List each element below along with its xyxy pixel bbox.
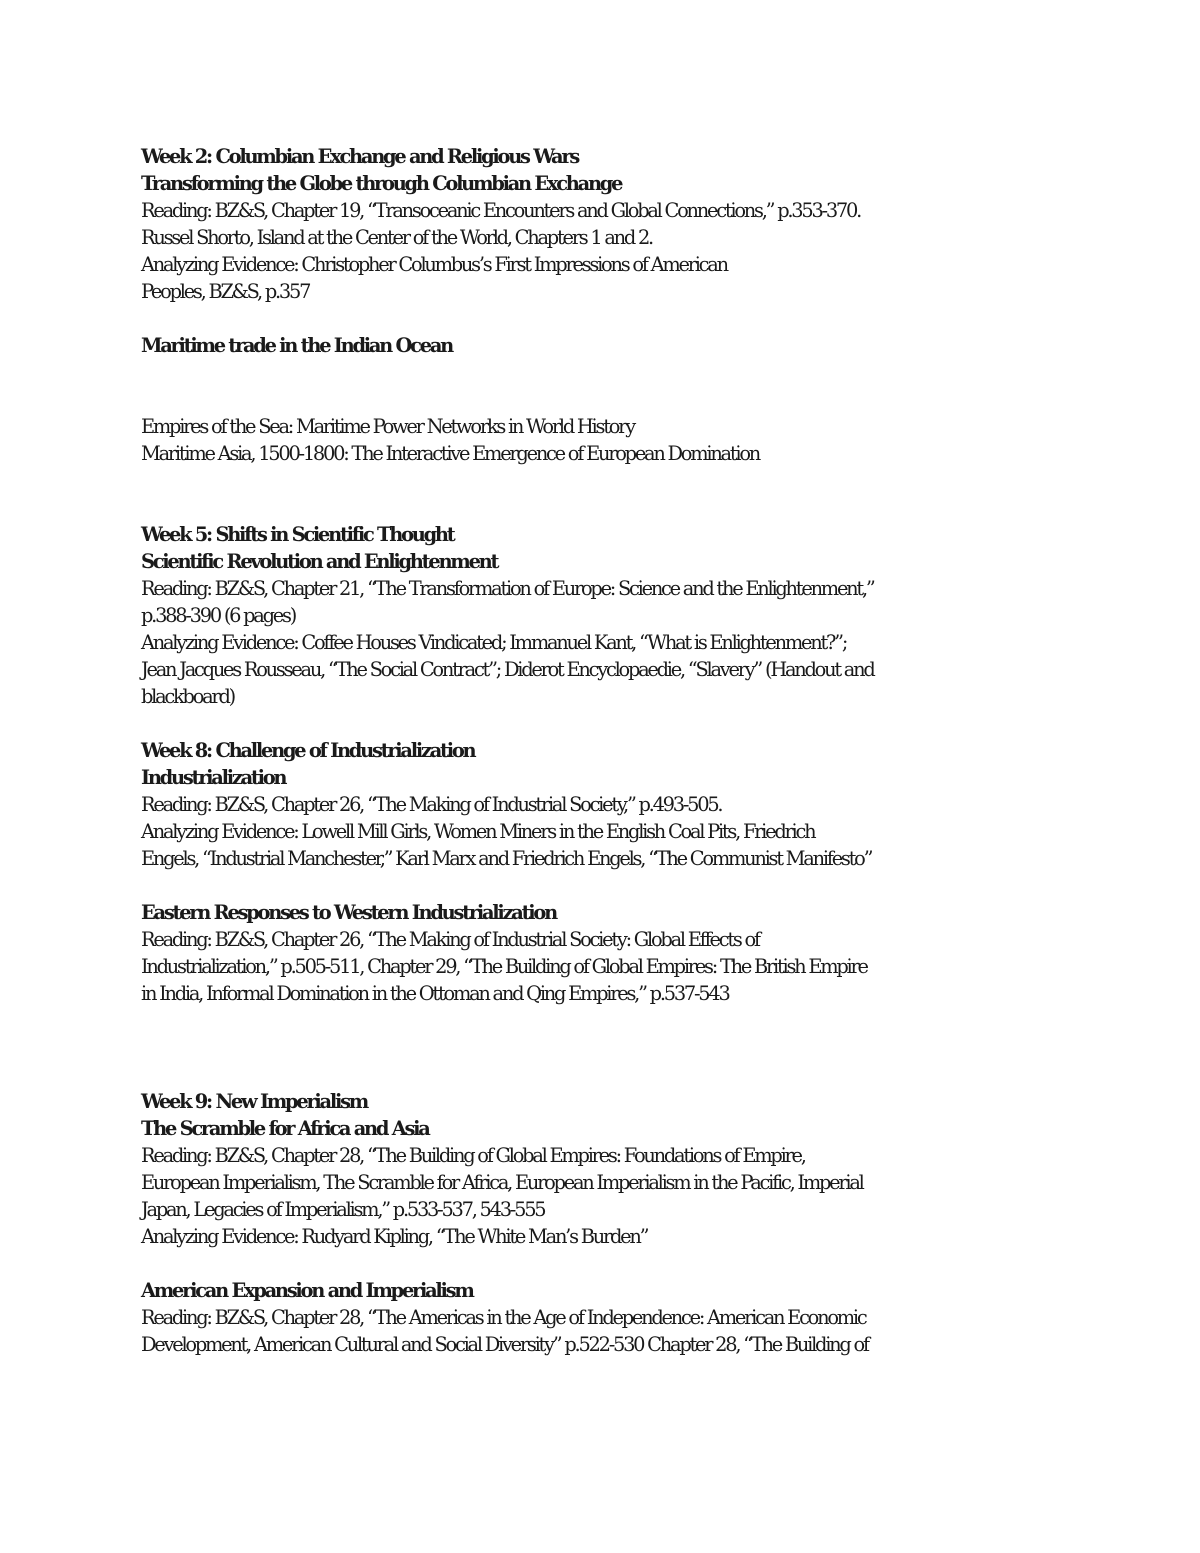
maritime-reading-line: Maritime Asia, 1500-1800: The Interactive Emergence of European Domination <box>141 442 760 465</box>
week-5-section <box>141 521 1061 710</box>
week-5-line: Reading: BZ&S, Chapter 21, “The Transformation of Europe: Science and the Enlightenment,” <box>141 577 874 600</box>
week-8-section <box>141 737 1061 1007</box>
week-2-section <box>141 143 1061 467</box>
american-expansion-heading: American Expansion and Imperialism <box>141 1279 473 1302</box>
week-8-line: Reading: BZ&S, Chapter 26, “The Making of Industrial Society,” p.493-505. <box>141 793 722 816</box>
week-2-line: Peoples, BZ&S, p.357 <box>141 280 310 303</box>
week-2-line: Reading: BZ&S, Chapter 19, “Transoceanic Encounters and Global Connections,” p.353-370. <box>141 199 861 222</box>
maritime-trade-heading: Maritime trade in the Indian Ocean <box>141 334 452 357</box>
eastern-responses-heading: Eastern Responses to Western Industrialization <box>141 901 556 924</box>
week-9-line: Analyzing Evidence: Rudyard Kipling, “The White Man’s Burden” <box>141 1225 648 1248</box>
eastern-responses-line: in India, Informal Domination in the Ottoman and Qing Empires,” p.537-543 <box>141 982 729 1005</box>
eastern-responses-line: Reading: BZ&S, Chapter 26, “The Making of Industrial Society: Global Effects of <box>141 928 759 951</box>
american-expansion-line: Development, American Cultural and Social Diversity” p.522-530 Chapter 28, “The Building of <box>141 1333 868 1356</box>
week-8-subheading: Industrialization <box>141 766 286 789</box>
week-9-subheading: The Scramble for Africa and Asia <box>141 1117 429 1140</box>
week-5-line: Analyzing Evidence: Coffee Houses Vindicated; Immanuel Kant, “What is Enlightenment?”; <box>141 631 847 654</box>
week-2-heading: Week 2: Columbian Exchange and Religious Wars <box>141 145 579 168</box>
week-9-line: European Imperialism, The Scramble for Africa, European Imperialism in the Pacific, Imperial <box>141 1171 863 1194</box>
week-8-line: Analyzing Evidence: Lowell Mill Girls, Women Miners in the English Coal Pits, Friedrich <box>141 820 815 843</box>
week-8-line: Engels, “Industrial Manchester,” Karl Marx and Friedrich Engels, “The Communist Manifesto” <box>141 847 872 870</box>
week-9-heading: Week 9: New Imperialism <box>141 1090 368 1113</box>
week-5-heading: Week 5: Shifts in Scientific Thought <box>141 523 454 546</box>
week-5-line: p.388-390 (6 pages) <box>141 604 296 627</box>
week-9-line: Japan, Legacies of Imperialism,” p.533-537, 543-555 <box>141 1198 545 1221</box>
week-2-subheading: Transforming the Globe through Columbian Exchange <box>141 172 622 195</box>
syllabus-content <box>141 143 1061 1358</box>
week-5-line: blackboard) <box>141 685 234 708</box>
week-8-heading: Week 8: Challenge of Industrialization <box>141 739 475 762</box>
eastern-responses-line: Industrialization,” p.505-511, Chapter 29, “The Building of Global Empires: The British Empire <box>141 955 867 978</box>
week-9-line: Reading: BZ&S, Chapter 28, “The Building of Global Empires: Foundations of Empire, <box>141 1144 805 1167</box>
maritime-reading-line: Empires of the Sea: Maritime Power Networks in World History <box>141 415 634 438</box>
week-2-line: Russel Shorto, Island at the Center of the World, Chapters 1 and 2. <box>141 226 652 249</box>
week-2-line: Analyzing Evidence: Christopher Columbus’s First Impressions of American <box>141 253 727 276</box>
week-5-subheading: Scientific Revolution and Enlightenment <box>141 550 498 573</box>
week-5-line: Jean Jacques Rousseau, “The Social Contract”; Diderot Encyclopaedie, “Slavery” (Handout and <box>141 658 874 681</box>
american-expansion-line: Reading: BZ&S, Chapter 28, “The Americas in the Age of Independence: American Economic <box>141 1306 866 1329</box>
week-9-section <box>141 1088 1061 1358</box>
